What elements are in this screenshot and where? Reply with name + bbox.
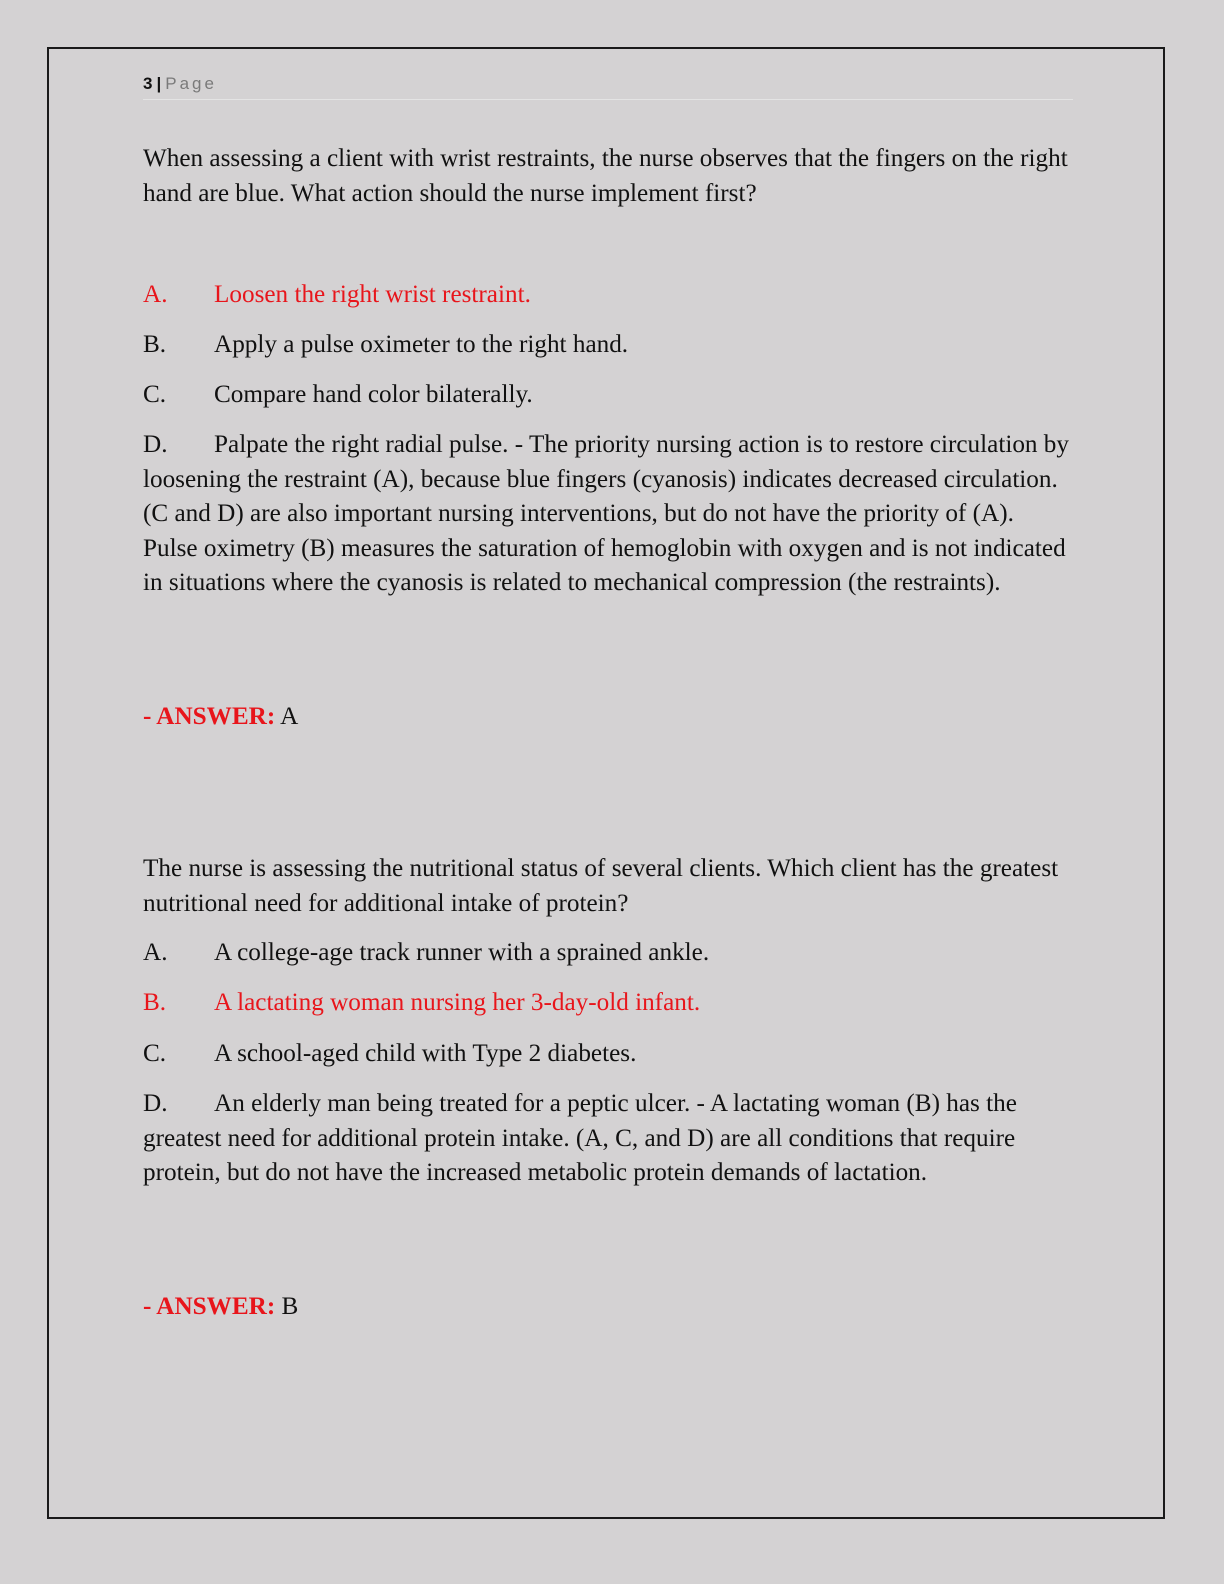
answer-value: B	[281, 1293, 299, 1320]
option-text-with-rationale: Palpate the right radial pulse. - The priority nursing action is to restore circulation by loosening the restraint (A), because blue fingers (cyanosis) indicates decreased circulation. (C and D) are also important nursing interventions, but do not have the priority of (A). Pulse oximetry (B) measures the saturation of hemoglobin with oxygen and is not indicated in situations where the cyanosis is related to mechanical compression (the restraints).	[143, 431, 1069, 596]
question-1-option-d	[143, 428, 1073, 601]
question-1-stem: When assessing a client with wrist restraints, the nurse observes that the fingers on the right hand are blue. What action should the nurse implement first?	[143, 145, 1068, 207]
question-2-option-c	[143, 1037, 1073, 1072]
option-letter: D.	[143, 431, 168, 458]
page-number: 3	[143, 74, 153, 93]
question-1-answer	[143, 700, 1073, 735]
question-2-option-a	[143, 936, 1073, 971]
option-text-with-rationale: An elderly man being treated for a peptic ulcer. - A lactating woman (B) has the greatest need for additional protein intake. (A, C, and D) are all conditions that require protein, but do not have the increased metabolic protein demands of lactation.	[143, 1090, 1017, 1186]
option-letter: A.	[143, 281, 168, 308]
option-letter: B.	[143, 331, 167, 358]
page-label: Page	[165, 74, 217, 93]
question-1-option-b	[143, 328, 1073, 363]
question-1-option-c	[143, 378, 1073, 413]
option-text: Loosen the right wrist restraint.	[214, 281, 531, 308]
answer-label: - ANSWER:	[143, 1293, 276, 1320]
option-letter: A.	[143, 939, 168, 966]
question-2-stem: The nurse is assessing the nutritional status of several clients. Which client has the greatest nutritional need for additional intake of protein?	[143, 855, 1059, 917]
answer-value: A	[280, 703, 299, 730]
option-letter: B.	[143, 989, 167, 1016]
option-text: Compare hand color bilaterally.	[214, 381, 533, 408]
option-text: A college-age track runner with a sprained ankle.	[214, 939, 710, 966]
option-text: A school-aged child with Type 2 diabetes.	[214, 1040, 637, 1067]
answer-label: - ANSWER:	[143, 703, 276, 730]
option-letter: D.	[143, 1090, 168, 1117]
page-header	[143, 74, 1073, 100]
question-2-option-b	[143, 986, 1073, 1021]
question-1-option-a	[143, 278, 1073, 313]
question-1-stem-block	[143, 142, 1073, 211]
header-separator: |	[156, 74, 162, 93]
question-2-answer	[143, 1290, 1073, 1325]
option-text: A lactating woman nursing her 3-day-old infant.	[214, 989, 701, 1016]
option-letter: C.	[143, 1040, 167, 1067]
option-letter: C.	[143, 381, 167, 408]
question-2-option-d	[143, 1087, 1073, 1191]
question-2-stem-block	[143, 852, 1073, 921]
option-text: Apply a pulse oximeter to the right hand.	[214, 331, 629, 358]
